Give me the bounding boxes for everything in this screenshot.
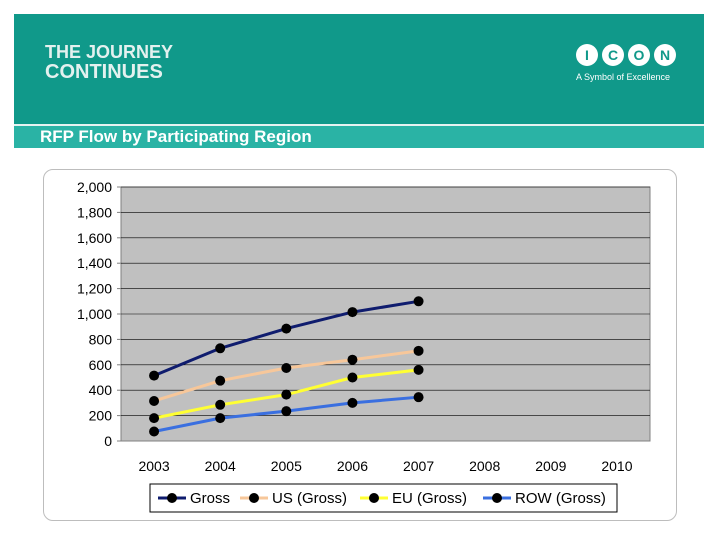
data-point bbox=[281, 324, 291, 334]
y-tick-label: 1,800 bbox=[76, 204, 112, 221]
x-tick-label: 2007 bbox=[402, 458, 435, 474]
y-tick-label: 800 bbox=[88, 331, 112, 348]
y-tick-label: 200 bbox=[88, 407, 112, 424]
x-tick-label: 2008 bbox=[469, 458, 501, 474]
data-point bbox=[414, 346, 424, 356]
logo-letter: I bbox=[576, 44, 598, 66]
x-tick-label: 2010 bbox=[601, 458, 633, 474]
data-point bbox=[149, 396, 159, 406]
legend-label: ROW (Gross) bbox=[515, 490, 606, 507]
legend-label: Gross bbox=[190, 490, 231, 507]
y-tick-label: 1,400 bbox=[76, 255, 112, 272]
y-tick-label: 600 bbox=[88, 356, 112, 373]
data-point bbox=[215, 400, 225, 410]
y-tick-label: 1,000 bbox=[76, 306, 112, 322]
legend-marker bbox=[167, 493, 177, 503]
legend-label: EU (Gross) bbox=[392, 490, 467, 507]
data-point bbox=[414, 296, 424, 306]
slide-title: RFP Flow by Participating Region bbox=[40, 127, 312, 146]
x-tick-label: 2003 bbox=[138, 458, 170, 474]
y-tick-label: 400 bbox=[88, 382, 112, 399]
x-tick-label: 2006 bbox=[336, 458, 369, 474]
data-point bbox=[149, 426, 159, 436]
logo-letter: N bbox=[654, 44, 676, 66]
data-point bbox=[347, 373, 357, 383]
y-tick-label: 1,200 bbox=[76, 280, 112, 297]
data-point bbox=[347, 398, 357, 408]
tagline-line-2: CONTINUES bbox=[45, 61, 163, 83]
y-tick-label: 2,000 bbox=[76, 179, 112, 195]
data-point bbox=[281, 390, 291, 400]
data-point bbox=[149, 371, 159, 381]
x-tick-label: 2004 bbox=[204, 458, 236, 474]
data-point bbox=[215, 413, 225, 423]
legend-label: US (Gross) bbox=[272, 490, 347, 507]
y-tick-label: 1,600 bbox=[76, 229, 112, 246]
tagline-line-1: THE JOURNEY bbox=[45, 42, 174, 62]
data-point bbox=[215, 376, 225, 386]
data-point bbox=[347, 355, 357, 365]
y-tick-label: 0 bbox=[104, 433, 112, 449]
data-point bbox=[414, 392, 424, 402]
data-point bbox=[149, 413, 159, 423]
logo-letter: C bbox=[602, 44, 624, 66]
logo-letter: O bbox=[628, 44, 650, 66]
legend-marker bbox=[249, 493, 259, 503]
x-tick-label: 2005 bbox=[270, 458, 302, 474]
data-point bbox=[414, 365, 424, 375]
data-point bbox=[215, 343, 225, 353]
data-point bbox=[281, 363, 291, 373]
legend-marker bbox=[492, 493, 502, 503]
logo-tagline: A Symbol of Excellence bbox=[576, 72, 671, 82]
data-point bbox=[281, 406, 291, 416]
x-tick-label: 2009 bbox=[535, 458, 567, 474]
data-point bbox=[347, 307, 357, 317]
legend-marker bbox=[369, 493, 379, 503]
